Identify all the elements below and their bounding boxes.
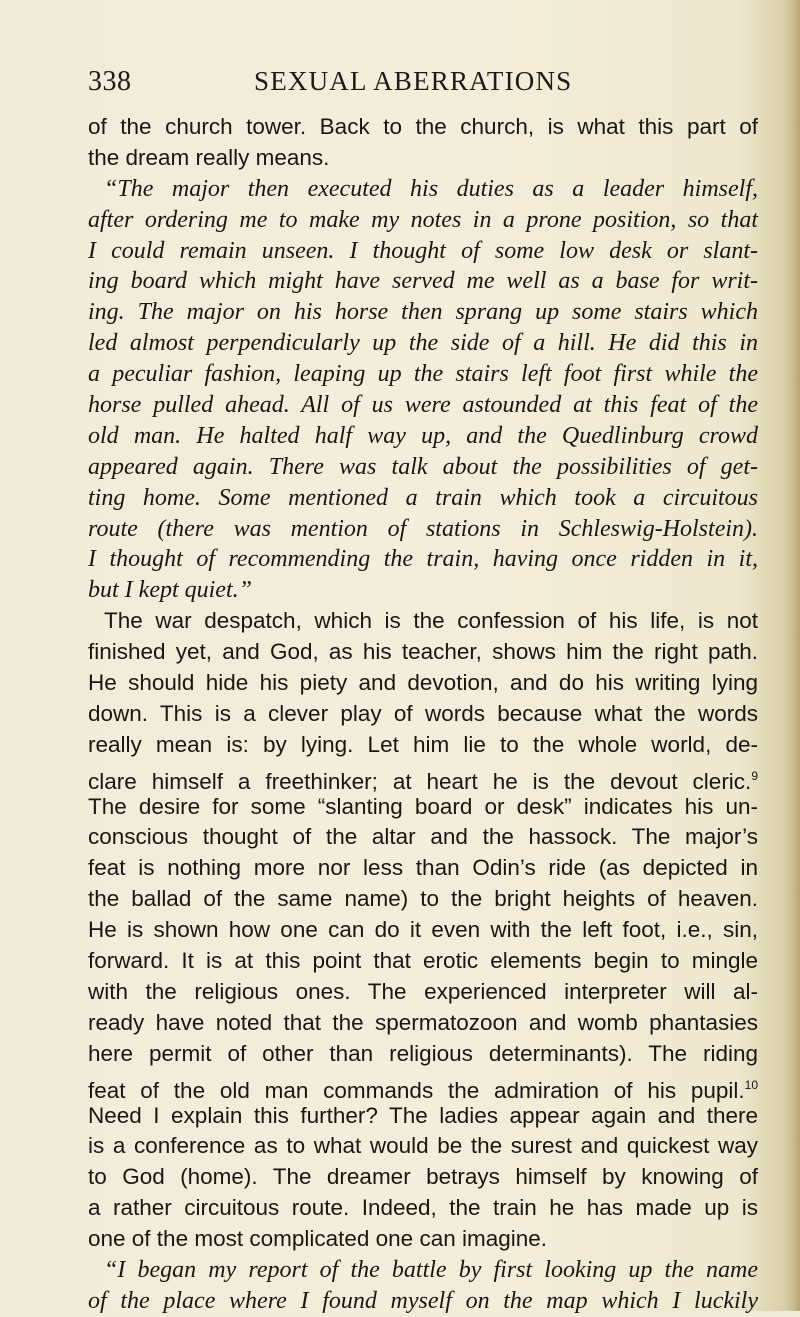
text-line xyxy=(88,1162,758,1193)
quoted-dream-line xyxy=(88,205,758,236)
page-edge-shadow xyxy=(786,0,800,1311)
quoted-dream-line xyxy=(88,297,758,328)
footnote-marker: 9 xyxy=(751,768,758,783)
line-text: ting home. Some mentioned a train which took a circuitous xyxy=(88,484,758,511)
line-text: ready have noted that the spermatozoon and womb phantasies xyxy=(88,1009,758,1035)
line-text: I could remain unseen. I thought of some low desk or slant- xyxy=(88,237,758,264)
quoted-dream-line xyxy=(88,514,758,545)
quoted-dream-line xyxy=(88,483,758,514)
line-text: of the place where I found myself on the map which I luckily xyxy=(88,1287,758,1314)
text-line xyxy=(88,1193,758,1224)
text-line xyxy=(88,884,758,915)
text-line xyxy=(88,1039,758,1070)
line-text: one of the most complicated one can imagine. xyxy=(88,1226,548,1252)
line-text: I thought of recommending the train, having once ridden in it, xyxy=(88,546,758,573)
text-line xyxy=(88,143,758,174)
text-line xyxy=(88,853,758,884)
text-line xyxy=(88,822,758,853)
text-line xyxy=(88,977,758,1008)
line-text: the dream really means. xyxy=(88,144,330,170)
text-line xyxy=(88,112,758,143)
line-text: route (there was mention of stations in Schleswig-Holstein). xyxy=(88,515,758,542)
line-text: after ordering me to make my notes in a prone position, so that xyxy=(88,206,758,233)
page-header xyxy=(88,66,744,106)
line-text: to God (home). The dreamer betrays himself by knowing of xyxy=(88,1164,758,1190)
line-text: feat of the old man commands the admiration of his pupil. xyxy=(88,1077,745,1103)
quoted-dream-line xyxy=(88,236,758,267)
line-text: ing board which might have served me well as a base for writ- xyxy=(88,268,758,295)
text-line xyxy=(88,637,758,668)
quoted-dream-line xyxy=(88,1255,758,1286)
quoted-dream-line xyxy=(88,266,758,297)
text-line xyxy=(88,606,758,637)
line-text: here permit of other than religious determinants). The riding xyxy=(88,1040,758,1066)
line-text: clare himself a freethinker; at heart he is the devout cleric. xyxy=(88,768,752,794)
text-line xyxy=(88,1008,758,1039)
quoted-dream-line xyxy=(88,575,758,606)
text-line xyxy=(88,761,758,792)
text-line xyxy=(88,1070,758,1101)
quoted-dream-line xyxy=(88,452,758,483)
page-number: 338 xyxy=(88,66,132,97)
line-text: The desire for some “slanting board or desk” indicates his un- xyxy=(88,793,758,819)
line-text: He should hide his piety and devotion, and do his writing lying xyxy=(88,670,758,696)
line-text: led almost perpendicularly up the side of a hill. He did this in xyxy=(88,330,758,357)
line-text: the ballad of the same name) to the bright heights of heaven. xyxy=(88,886,758,912)
line-text: a rather circuitous route. Indeed, the train he has made up is xyxy=(88,1195,758,1221)
line-text: but I kept quiet.” xyxy=(88,577,252,604)
line-text: conscious thought of the altar and the hassock. The major’s xyxy=(88,824,758,850)
text-line xyxy=(88,1224,758,1255)
quoted-dream-line xyxy=(88,1286,758,1317)
line-text: finished yet, and God, as his teacher, shows him the right path. xyxy=(88,639,758,665)
line-text: a peculiar fashion, leaping up the stairs left foot first while the xyxy=(88,361,758,388)
line-text: “I began my report of the battle by first looking up the name xyxy=(104,1256,758,1283)
text-line xyxy=(88,1101,758,1132)
quoted-dream-line xyxy=(88,390,758,421)
text-line xyxy=(88,668,758,699)
line-text: old man. He halted half way up, and the Quedlinburg crowd xyxy=(88,422,758,449)
quoted-dream-line xyxy=(88,359,758,390)
running-head: SEXUAL ABERRATIONS xyxy=(254,66,573,96)
text-line xyxy=(88,792,758,823)
text-line xyxy=(88,730,758,761)
line-text: really mean is: by lying. Let him lie to the whole world, de- xyxy=(88,731,758,757)
footnote-marker: 10 xyxy=(744,1077,758,1092)
quoted-dream-line xyxy=(88,544,758,575)
body-text xyxy=(88,112,758,1317)
quoted-dream-line xyxy=(88,421,758,452)
text-line xyxy=(88,699,758,730)
line-text: ing. The major on his horse then sprang up some stairs which xyxy=(88,299,758,326)
line-text: “The major then executed his duties as a leader himself, xyxy=(104,175,758,202)
line-text: The war despatch, which is the confession of his life, is not xyxy=(104,608,758,634)
line-text: of the church tower. Back to the church, is what this part of xyxy=(88,114,758,139)
line-text: forward. It is at this point that erotic elements begin to mingle xyxy=(88,948,758,974)
quoted-dream-line xyxy=(88,328,758,359)
line-text: He is shown how one can do it even with the left foot, i.e., sin, xyxy=(88,917,758,943)
line-text: appeared again. There was talk about the possibilities of get- xyxy=(88,453,758,480)
text-line xyxy=(88,1131,758,1162)
quoted-dream-line xyxy=(88,174,758,205)
line-text: with the religious ones. The experienced interpreter will al- xyxy=(88,978,758,1004)
line-text: Need I explain this further? The ladies appear again and there xyxy=(88,1102,758,1128)
line-text: feat is nothing more nor less than Odin’s ride (as depicted in xyxy=(88,855,758,881)
text-line xyxy=(88,915,758,946)
line-text: down. This is a clever play of words because what the words xyxy=(88,700,758,726)
line-text: is a conference as to what would be the surest and quickest way xyxy=(88,1133,758,1159)
line-text: horse pulled ahead. All of us were astounded at this feat of the xyxy=(88,392,758,419)
text-line xyxy=(88,946,758,977)
